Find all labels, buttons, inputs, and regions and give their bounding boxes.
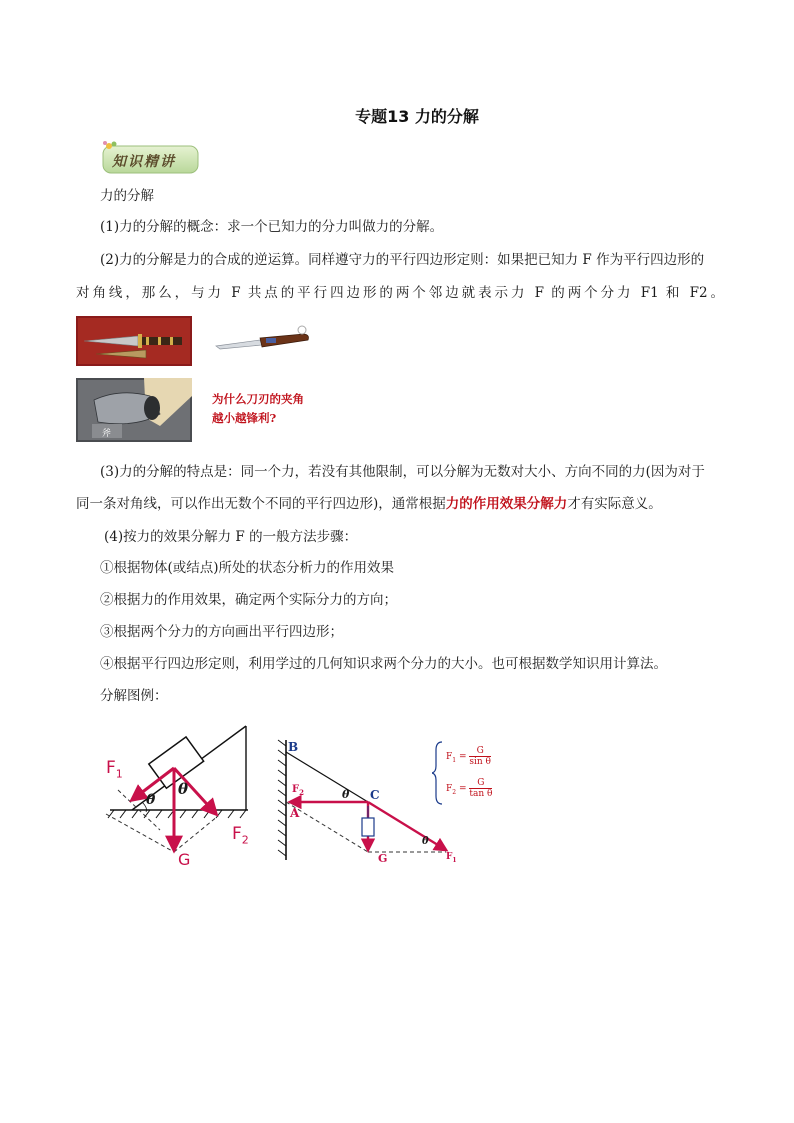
left-g-label: G bbox=[178, 850, 191, 869]
paragraph-3-text-a: 同一条对角线，可以作出无数个不同的平行四边形)，通常根据 bbox=[76, 496, 446, 512]
step-3: ③根据两个分力的方向画出平行四边形； bbox=[100, 624, 343, 640]
paragraph-2-line-2: 对角线，那么，与力 F 共点的平行四边形的两个邻边就表示力 F 的两个分力 F1 和 F2。 bbox=[76, 285, 724, 301]
right-f2-label: $F_2$ bbox=[292, 784, 304, 797]
formula-block bbox=[432, 740, 508, 806]
paragraph-4: (4)按力的效果分解力 F 的一般方法步骤： bbox=[104, 529, 358, 545]
right-b-label: B bbox=[288, 740, 299, 754]
dagger-image bbox=[76, 316, 192, 366]
step-1: ①根据物体(或结点)所处的状态分析力的作用效果 bbox=[100, 560, 395, 576]
right-theta-1: θ bbox=[342, 788, 350, 801]
right-g-label: G bbox=[378, 852, 388, 865]
paragraph-3-text-b: 才有实际意义。 bbox=[567, 496, 662, 512]
axe-image bbox=[76, 378, 192, 442]
left-theta-2: θ bbox=[146, 792, 156, 808]
folding-knife-image bbox=[212, 318, 312, 358]
knowledge-badge bbox=[100, 141, 200, 175]
step-4: ④根据平行四边形定则，利用学过的几何知识求两个分力的大小。也可根据数学知识用计算法。 bbox=[100, 656, 667, 672]
right-c-label: C bbox=[370, 788, 380, 802]
example-heading: 分解图例： bbox=[100, 688, 168, 704]
flower-icon bbox=[106, 143, 112, 149]
paragraph-3-line-1: (3)力的分解的特点是：同一个力，若没有其他限制，可以分解为无数对大小、方向不同的力(因为对于 bbox=[100, 464, 705, 480]
badge-text: 知识精讲 bbox=[112, 154, 176, 170]
blade-question-line-1: 为什么刀刃的夹角 bbox=[212, 392, 304, 406]
right-a-label: A bbox=[290, 806, 300, 820]
left-f2-label: $F_2$ bbox=[232, 824, 249, 847]
right-theta-2: θ bbox=[422, 836, 429, 847]
incline-diagram bbox=[98, 718, 274, 874]
left-theta-1: θ bbox=[178, 780, 189, 798]
section-heading: 力的分解 bbox=[100, 188, 154, 204]
left-f1-label: $F_1$ bbox=[106, 758, 123, 781]
paragraph-2-line-1: (2)力的分解是力的合成的逆运算。同样遵守力的平行四边形定则：如果把已知力 F 作为平行四边形的 bbox=[100, 252, 705, 268]
step-2: ②根据力的作用效果，确定两个实际分力的方向； bbox=[100, 592, 397, 608]
axe-label: 斧 bbox=[102, 429, 112, 439]
paragraph-3-highlight: 力的作用效果分解力 bbox=[445, 496, 568, 512]
page-title: 专题13 力的分解 bbox=[355, 107, 479, 126]
paragraph-3-line-2 bbox=[76, 494, 662, 514]
formula-f2: $F_2$ = $\frac{G}{\text{tan θ}}$ bbox=[446, 778, 493, 799]
blade-question-line-2: 越小越锋利? bbox=[212, 411, 277, 425]
paragraph-1: (1)力的分解的概念：求一个已知力的分力叫做力的分解。 bbox=[100, 219, 444, 235]
formula-f1: $F_1$ = $\frac{G}{\text{sin θ}}$ bbox=[446, 746, 491, 767]
right-f1-label: $F_1$ bbox=[446, 852, 457, 864]
